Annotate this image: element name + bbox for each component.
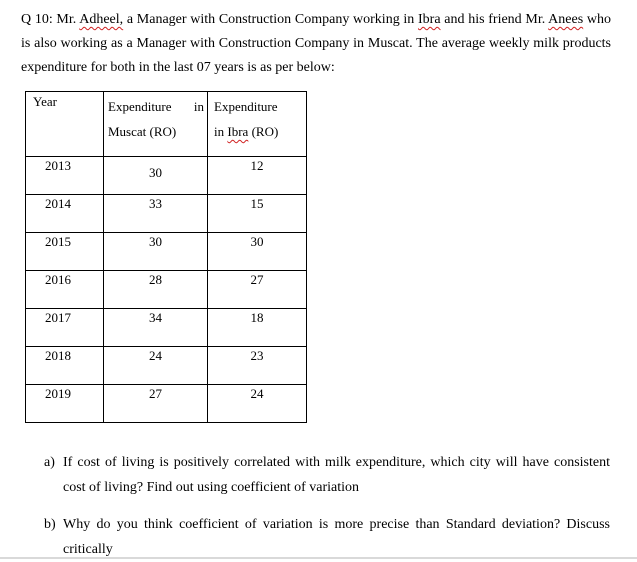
header-muscat-line1 bbox=[108, 94, 207, 119]
intro-paragraph bbox=[21, 8, 611, 80]
cell-muscat-value: 33 bbox=[149, 196, 162, 211]
intro-text-3: and his friend Mr. bbox=[444, 12, 546, 27]
cell-ibra-value: 30 bbox=[250, 234, 264, 249]
cell-year: 2015 bbox=[26, 233, 104, 271]
question-intro bbox=[21, 8, 611, 80]
cell-ibra-value: 27 bbox=[250, 272, 264, 287]
cell-ibra bbox=[208, 195, 307, 233]
cell-ibra bbox=[208, 347, 307, 385]
cell-ibra-value: 23 bbox=[250, 348, 264, 363]
cell-muscat bbox=[104, 233, 208, 271]
cell-year: 2014 bbox=[26, 195, 104, 233]
question-a-label: a) bbox=[44, 455, 55, 470]
header-ibra-word3: (RO) bbox=[251, 124, 279, 139]
cell-muscat bbox=[104, 347, 208, 385]
table-row bbox=[26, 195, 307, 233]
header-year-label: Year bbox=[33, 94, 57, 109]
header-muscat-line2: Muscat (RO) bbox=[108, 124, 177, 139]
cell-muscat bbox=[104, 309, 208, 347]
cell-ibra bbox=[208, 157, 307, 195]
cell-muscat-value: 27 bbox=[149, 386, 162, 401]
cell-muscat bbox=[104, 195, 208, 233]
header-ibra-word1: in bbox=[214, 124, 225, 139]
cell-year: 2016 bbox=[26, 271, 104, 309]
cell-ibra bbox=[208, 233, 307, 271]
table-row bbox=[26, 233, 307, 271]
header-muscat-word1: Expenditure bbox=[108, 99, 172, 114]
cell-muscat-value: 24 bbox=[149, 348, 162, 363]
intro-text-1: Q 10: Mr. bbox=[21, 12, 77, 27]
cell-muscat bbox=[104, 385, 208, 423]
cell-muscat-value: 28 bbox=[149, 272, 162, 287]
header-year bbox=[26, 92, 104, 157]
header-ibra-line2 bbox=[214, 119, 306, 144]
table-row bbox=[26, 309, 307, 347]
table-row bbox=[26, 347, 307, 385]
cell-ibra bbox=[208, 271, 307, 309]
cell-year: 2019 bbox=[26, 385, 104, 423]
table-row bbox=[26, 385, 307, 423]
question-b-text: Why do you think coefficient of variation is more precise than Standard deviation? Discuss critically bbox=[63, 517, 610, 557]
cell-ibra bbox=[208, 309, 307, 347]
sub-questions bbox=[44, 450, 610, 562]
header-ibra-line1: Expenditure bbox=[214, 99, 278, 114]
question-a bbox=[44, 450, 610, 500]
name-anees: Anees bbox=[548, 12, 584, 27]
page-bottom-divider bbox=[0, 557, 637, 559]
header-muscat-word2: in bbox=[193, 99, 204, 114]
cell-year: 2018 bbox=[26, 347, 104, 385]
cell-ibra-value: 12 bbox=[250, 158, 264, 173]
cell-ibra-value: 18 bbox=[250, 310, 264, 325]
cell-muscat bbox=[104, 271, 208, 309]
cell-muscat-value: 30 bbox=[149, 165, 162, 180]
cell-muscat-value: 34 bbox=[149, 310, 162, 325]
name-adheel: Adheel, bbox=[79, 12, 124, 27]
table-row bbox=[26, 157, 307, 195]
cell-muscat bbox=[104, 157, 208, 195]
cell-muscat-value: 30 bbox=[149, 234, 162, 249]
expenditure-table bbox=[25, 91, 307, 423]
intro-text-2: a Manager with Construction Company working in bbox=[126, 12, 415, 27]
table-row bbox=[26, 271, 307, 309]
question-b-label: b) bbox=[44, 517, 56, 532]
question-b bbox=[44, 512, 610, 562]
cell-year: 2017 bbox=[26, 309, 104, 347]
header-ibra-word2: Ibra bbox=[227, 124, 249, 139]
table-header-row bbox=[26, 92, 307, 157]
city-ibra: Ibra bbox=[418, 12, 441, 27]
cell-ibra bbox=[208, 385, 307, 423]
cell-ibra-value: 24 bbox=[250, 386, 264, 401]
header-ibra bbox=[208, 92, 307, 157]
cell-year: 2013 bbox=[26, 157, 104, 195]
intro-text-4: who is also working as a Manager with Construction Company in Muscat. The average weekly milk products expenditure for both in the last 07 years is as per below: bbox=[21, 12, 612, 75]
cell-ibra-value: 15 bbox=[250, 196, 264, 211]
header-muscat bbox=[104, 92, 208, 157]
question-a-text: If cost of living is positively correlated with milk expenditure, which city will have consistent cost of living? Find out using coefficient of variation bbox=[63, 455, 610, 495]
